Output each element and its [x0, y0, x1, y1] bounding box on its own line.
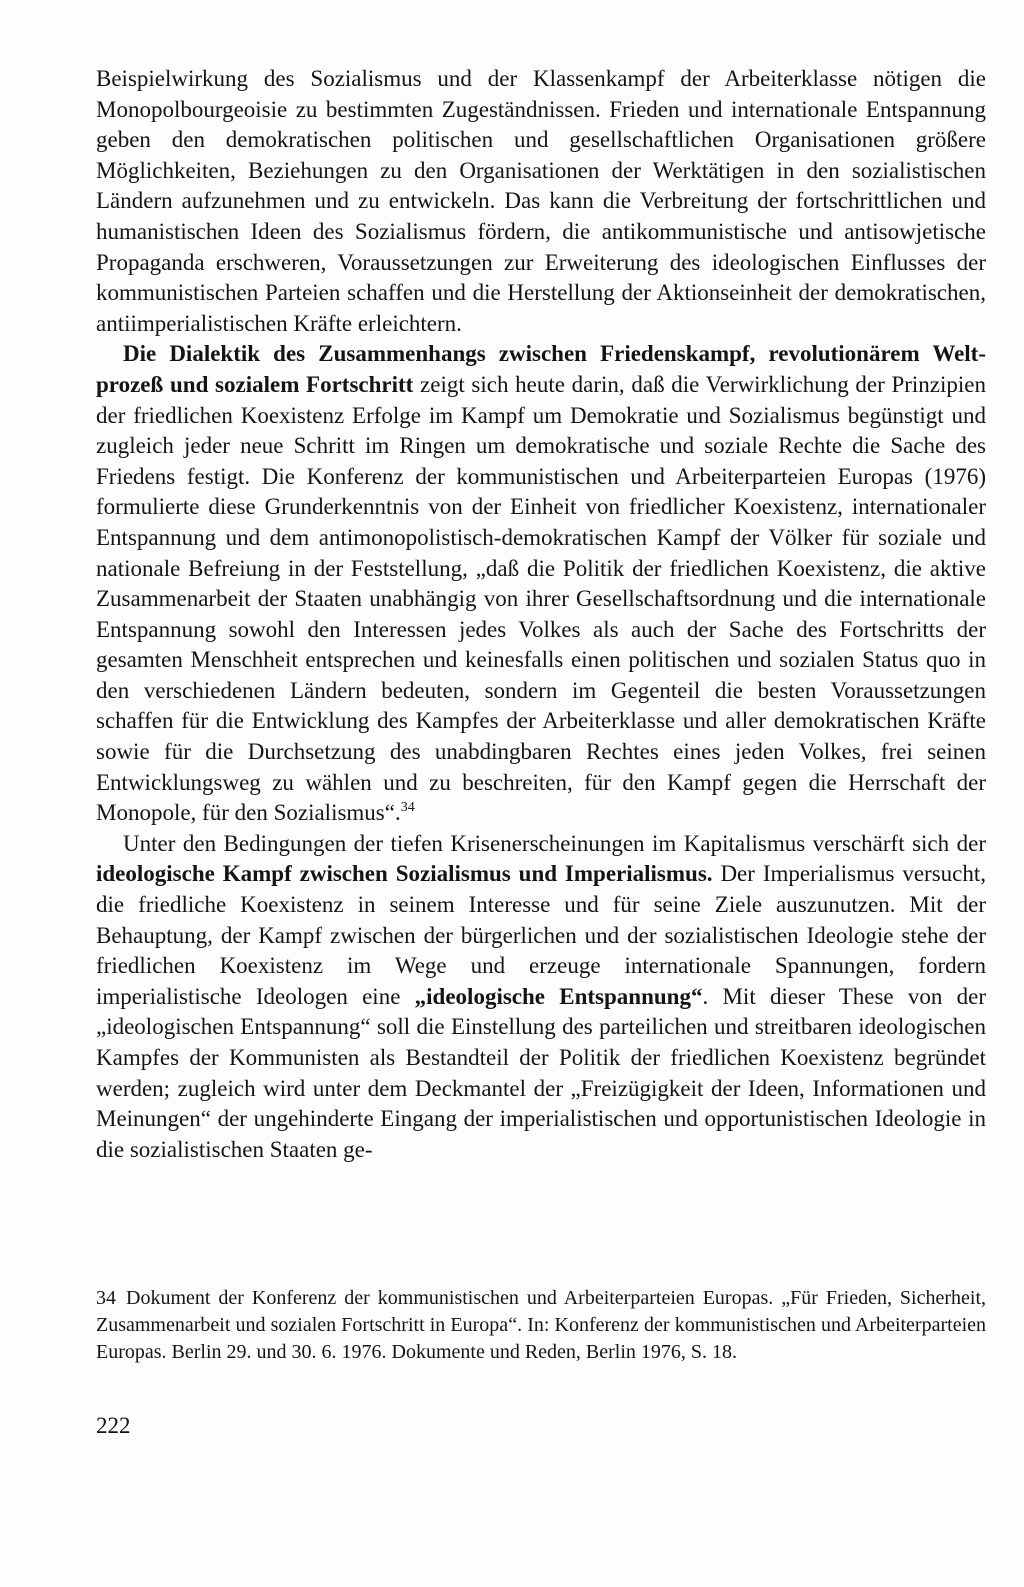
main-text-body [96, 64, 986, 1165]
footnote-number: 34 [96, 1287, 116, 1309]
emphasized-text: ideologische Kampf zwischen Sozialismus und Imperialismus. [96, 861, 713, 887]
emphasized-text: Die Dialektik des Zusammenhangs zwischen Friedenskampf, revolutionärem Weltprozeß und sozialem Fortschritt [96, 341, 986, 397]
emphasized-text: „ideologische Entspannung“ [414, 983, 703, 1009]
body-text: Unter den Bedingungen der tiefen Krisenerscheinungen im Kapitalismus verschärft sich der [123, 830, 986, 856]
paragraph-p2 [96, 339, 986, 829]
page-number: 222 [96, 1413, 131, 1438]
body-text: Der Imperialismus versucht, die friedliche Koexistenz in seinem Interesse und für seine Ziele auszunutzen. Mit der Behauptung, der Kampf zwischen der bürgerlichen und der sozialistischen Ideologie stehe der friedlichen Koexistenz im Wege und erzeuge internationale Spannungen, fordern imperialistische Ideologen eine [96, 861, 986, 1009]
paragraph-p3 [96, 829, 986, 1166]
body-text: Beispielwirkung des Sozialismus und der Klassenkampf der Arbeiterklasse nötigen die Monopolbourgeoisie zu bestimmten Zugeständnissen. Frieden und internationale Entspannung geben den demokratischen politischen und gesellschaftlichen Organisationen größere Möglichkeiten, Beziehungen zu den Organisationen der Werktätigen in den sozialistischen Ländern aufzunehmen und zu entwickeln. Das kann die Verbreitung der fortschrittlichen und humanistischen Ideen des Sozialismus fördern, die antikommunistische und antisowjetische Propaganda erschweren, Voraussetzungen zur Erweiterung des ideologischen Einflusses der kommunistischen Parteien schaffen und die Herstellung der Aktionseinheit der demokratischen, antiimperialistischen Kräfte erleichtern. [96, 66, 986, 336]
paragraph-p1 [96, 64, 986, 339]
footnote-text: Dokument der Konferenz der kommunistischen und Arbeiterparteien Europas. „Für Frieden, Sicherheit, Zusammenarbeit und sozialen Fortschritt in Europa“. In: Konferenz der kommunistischen und Arbeiterparteien Europas. Berlin 29. und 30. 6. 1976. Dokumente und Reden, Berlin 1976, S. 18. [96, 1287, 986, 1363]
footnote-reference[interactable]: 34 [400, 800, 415, 816]
body-text: . Mit dieser These von der „ideologischen Entspannung“ soll die Einstellung des parteilichen und streitbaren ideologischen Kampfes der Kommunisten als Bestandteil der Politik der friedlichen Koexistenz begründet werden; zugleich wird unter dem Deckmantel der „Freizügigkeit der Ideen, Informationen und Meinungen“ der ungehinderte Eingang der imperialistischen und opportunistischen Ideologie in die sozialistischen Staaten ge- [96, 983, 987, 1162]
body-text: zeigt sich heute darin, daß die Verwirklichung der Prinzipien der friedlichen Koexistenz Erfolge im Kampf um Demokratie und Sozialismus begünstigt und zugleich jeder neue Schritt im Ringen um demokratische und soziale Rechte die Sache des Friedens festigt. Die Konferenz der kommunistischen und Arbeiterparteien Europas (1976) formulierte diese Grunderkenntnis von der Einheit von friedlicher Koexistenz, internationaler Entspannung und dem antimonopolistisch-demokratischen Kampf der Völker für soziale und nationale Befreiung in der Feststellung, „daß die Politik der friedlichen Koexistenz, die aktive Zusammenarbeit der Staaten unabhängig von ihrer Gesellschaftsordnung und die internationale Entspannung sowohl den Interessen jedes Volkes als auch der Sache des Fortschritts der gesamten Menschheit entsprechen und keinesfalls einen politischen und sozialen Status quo in den verschiedenen Ländern bedeuten, sondern im Gegenteil die besten Voraussetzungen schaffen für die Entwicklung des Kampfes der Arbeiterklasse und aller demokratischen Kräfte sowie für die Durchsetzung des unabdingbaren Rechtes eines jeden Volkes, frei seinen Entwicklungsweg zu wählen und zu beschreiten, für den Kampf gegen die Herrschaft der Monopole, für den Sozialismus“. [96, 371, 987, 826]
footnote [96, 1285, 986, 1366]
